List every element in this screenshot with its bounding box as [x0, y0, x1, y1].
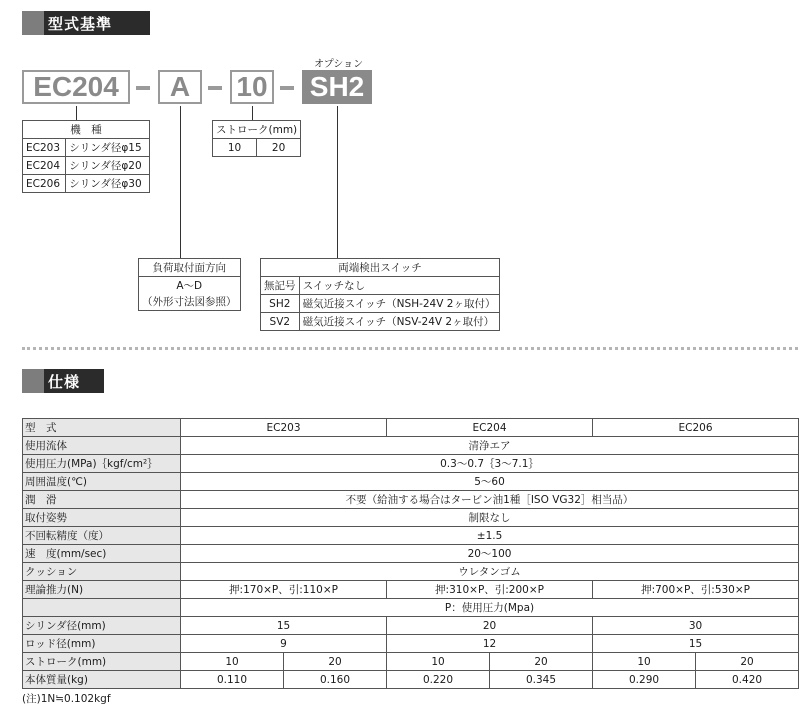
spec-value: 0.345 [490, 671, 593, 689]
spec-row-label: 速 度(mm/sec) [23, 545, 181, 563]
mount-note: （外形寸法図参照） [142, 295, 237, 308]
connector-line [76, 106, 77, 120]
model-code-cell: EC206 [23, 175, 66, 193]
code-dash [208, 86, 222, 90]
spec-value: 0.110 [181, 671, 284, 689]
spec-row-label: ストローク(mm) [23, 653, 181, 671]
mount-table [138, 258, 241, 311]
mount-table-header: 負荷取付面方向 [139, 259, 241, 277]
stroke-table [212, 120, 301, 157]
spec-value: 10 [181, 653, 284, 671]
spec-value: P：使用圧力(Mpa) [181, 599, 799, 617]
spec-model-header: EC203 [181, 419, 387, 437]
section-header-spec [22, 369, 104, 393]
code-stroke: 10 [230, 70, 274, 104]
switch-table [260, 258, 500, 331]
spec-value: ±1.5 [181, 527, 799, 545]
mount-range: A～D [176, 279, 203, 292]
spec-row-label: 使用流体 [23, 437, 181, 455]
option-label: オプション [314, 59, 364, 70]
spec-row-label: 本体質量(kg) [23, 671, 181, 689]
spec-model-header: EC204 [387, 419, 593, 437]
spec-row [23, 545, 799, 563]
spec-model-header: EC206 [593, 419, 799, 437]
spec-value: 20 [284, 653, 387, 671]
spec-value: 20～100 [181, 545, 799, 563]
code-mount: A [158, 70, 202, 104]
switch-desc-cell: スイッチなし [299, 277, 499, 295]
section-header-accent [22, 369, 44, 393]
footnote: (注)1N≒0.102kgf [22, 693, 111, 705]
section-header-model-code [22, 11, 150, 35]
spec-value: 9 [181, 635, 387, 653]
code-dash [136, 86, 150, 90]
spec-value: 15 [593, 635, 799, 653]
spec-row-label: 取付姿勢 [23, 509, 181, 527]
spec-value: 30 [593, 617, 799, 635]
connector-line [180, 106, 181, 258]
spec-row-label [23, 599, 181, 617]
switch-desc-cell: 磁気近接スイッチ（NSH-24V 2ヶ取付） [299, 295, 499, 313]
spec-value: 押:170×P、引:110×P [181, 581, 387, 599]
spec-value: 20 [387, 617, 593, 635]
spec-row [23, 437, 799, 455]
model-desc-cell: シリンダ径φ15 [66, 139, 150, 157]
spec-value: 0.160 [284, 671, 387, 689]
spec-header-row [23, 419, 799, 437]
spec-row [23, 473, 799, 491]
switch-code-cell: 無記号 [261, 277, 300, 295]
spec-value: 不要（給油する場合はタービン油1種［ISO VG32］相当品） [181, 491, 799, 509]
spec-row [23, 455, 799, 473]
model-code-cell: EC204 [23, 157, 66, 175]
spec-row [23, 527, 799, 545]
connector-line [337, 106, 338, 258]
spec-value: 制限なし [181, 509, 799, 527]
spec-row [23, 653, 799, 671]
model-code-cell: EC203 [23, 139, 66, 157]
switch-desc-cell: 磁気近接スイッチ（NSV-24V 2ヶ取付） [299, 313, 499, 331]
section-header-accent [22, 11, 44, 35]
spec-value: 10 [593, 653, 696, 671]
mount-table-body [139, 277, 241, 311]
spec-row-label: 潤 滑 [23, 491, 181, 509]
switch-code-cell: SV2 [261, 313, 300, 331]
spec-row-label: 使用圧力(MPa)｛kgf/cm²｝ [23, 455, 181, 473]
spec-row [23, 599, 799, 617]
spec-row-label: 理論推力(N) [23, 581, 181, 599]
spec-row [23, 563, 799, 581]
spec-value: 押:310×P、引:200×P [387, 581, 593, 599]
spec-row-label: ロッド径(mm) [23, 635, 181, 653]
spec-row-label: 周囲温度(℃) [23, 473, 181, 491]
spec-row-label: 型 式 [23, 419, 181, 437]
switch-code-cell: SH2 [261, 295, 300, 313]
spec-row-label: クッション [23, 563, 181, 581]
spec-value: 15 [181, 617, 387, 635]
spec-value: 20 [696, 653, 799, 671]
section-divider [22, 347, 798, 350]
spec-row [23, 617, 799, 635]
spec-table [22, 418, 799, 689]
code-dash [280, 86, 294, 90]
spec-value: 清浄エア [181, 437, 799, 455]
spec-row [23, 671, 799, 689]
stroke-table-header: ストローク(mm) [213, 121, 301, 139]
section-title: 型式基準 [48, 15, 113, 33]
spec-value: 5～60 [181, 473, 799, 491]
connector-line [252, 106, 253, 120]
spec-row-label: 不回転精度（度） [23, 527, 181, 545]
spec-row [23, 581, 799, 599]
spec-value: 0.220 [387, 671, 490, 689]
spec-row [23, 509, 799, 527]
model-desc-cell: シリンダ径φ30 [66, 175, 150, 193]
model-table-header: 機 種 [23, 121, 150, 139]
spec-value: ウレタンゴム [181, 563, 799, 581]
spec-row [23, 635, 799, 653]
stroke-value: 10 [213, 139, 257, 157]
spec-value: 0.3～0.7｛3～7.1｝ [181, 455, 799, 473]
spec-value: 20 [490, 653, 593, 671]
spec-value: 0.420 [696, 671, 799, 689]
model-table [22, 120, 150, 193]
switch-table-header: 両端検出スイッチ [261, 259, 500, 277]
spec-value: 押:700×P、引:530×P [593, 581, 799, 599]
stroke-value: 20 [257, 139, 301, 157]
code-model: EC204 [22, 70, 130, 104]
spec-row [23, 491, 799, 509]
spec-row-label: シリンダ径(mm) [23, 617, 181, 635]
model-desc-cell: シリンダ径φ20 [66, 157, 150, 175]
code-option: SH2 [302, 70, 372, 104]
section-title: 仕様 [48, 373, 81, 391]
spec-value: 10 [387, 653, 490, 671]
spec-value: 12 [387, 635, 593, 653]
spec-value: 0.290 [593, 671, 696, 689]
